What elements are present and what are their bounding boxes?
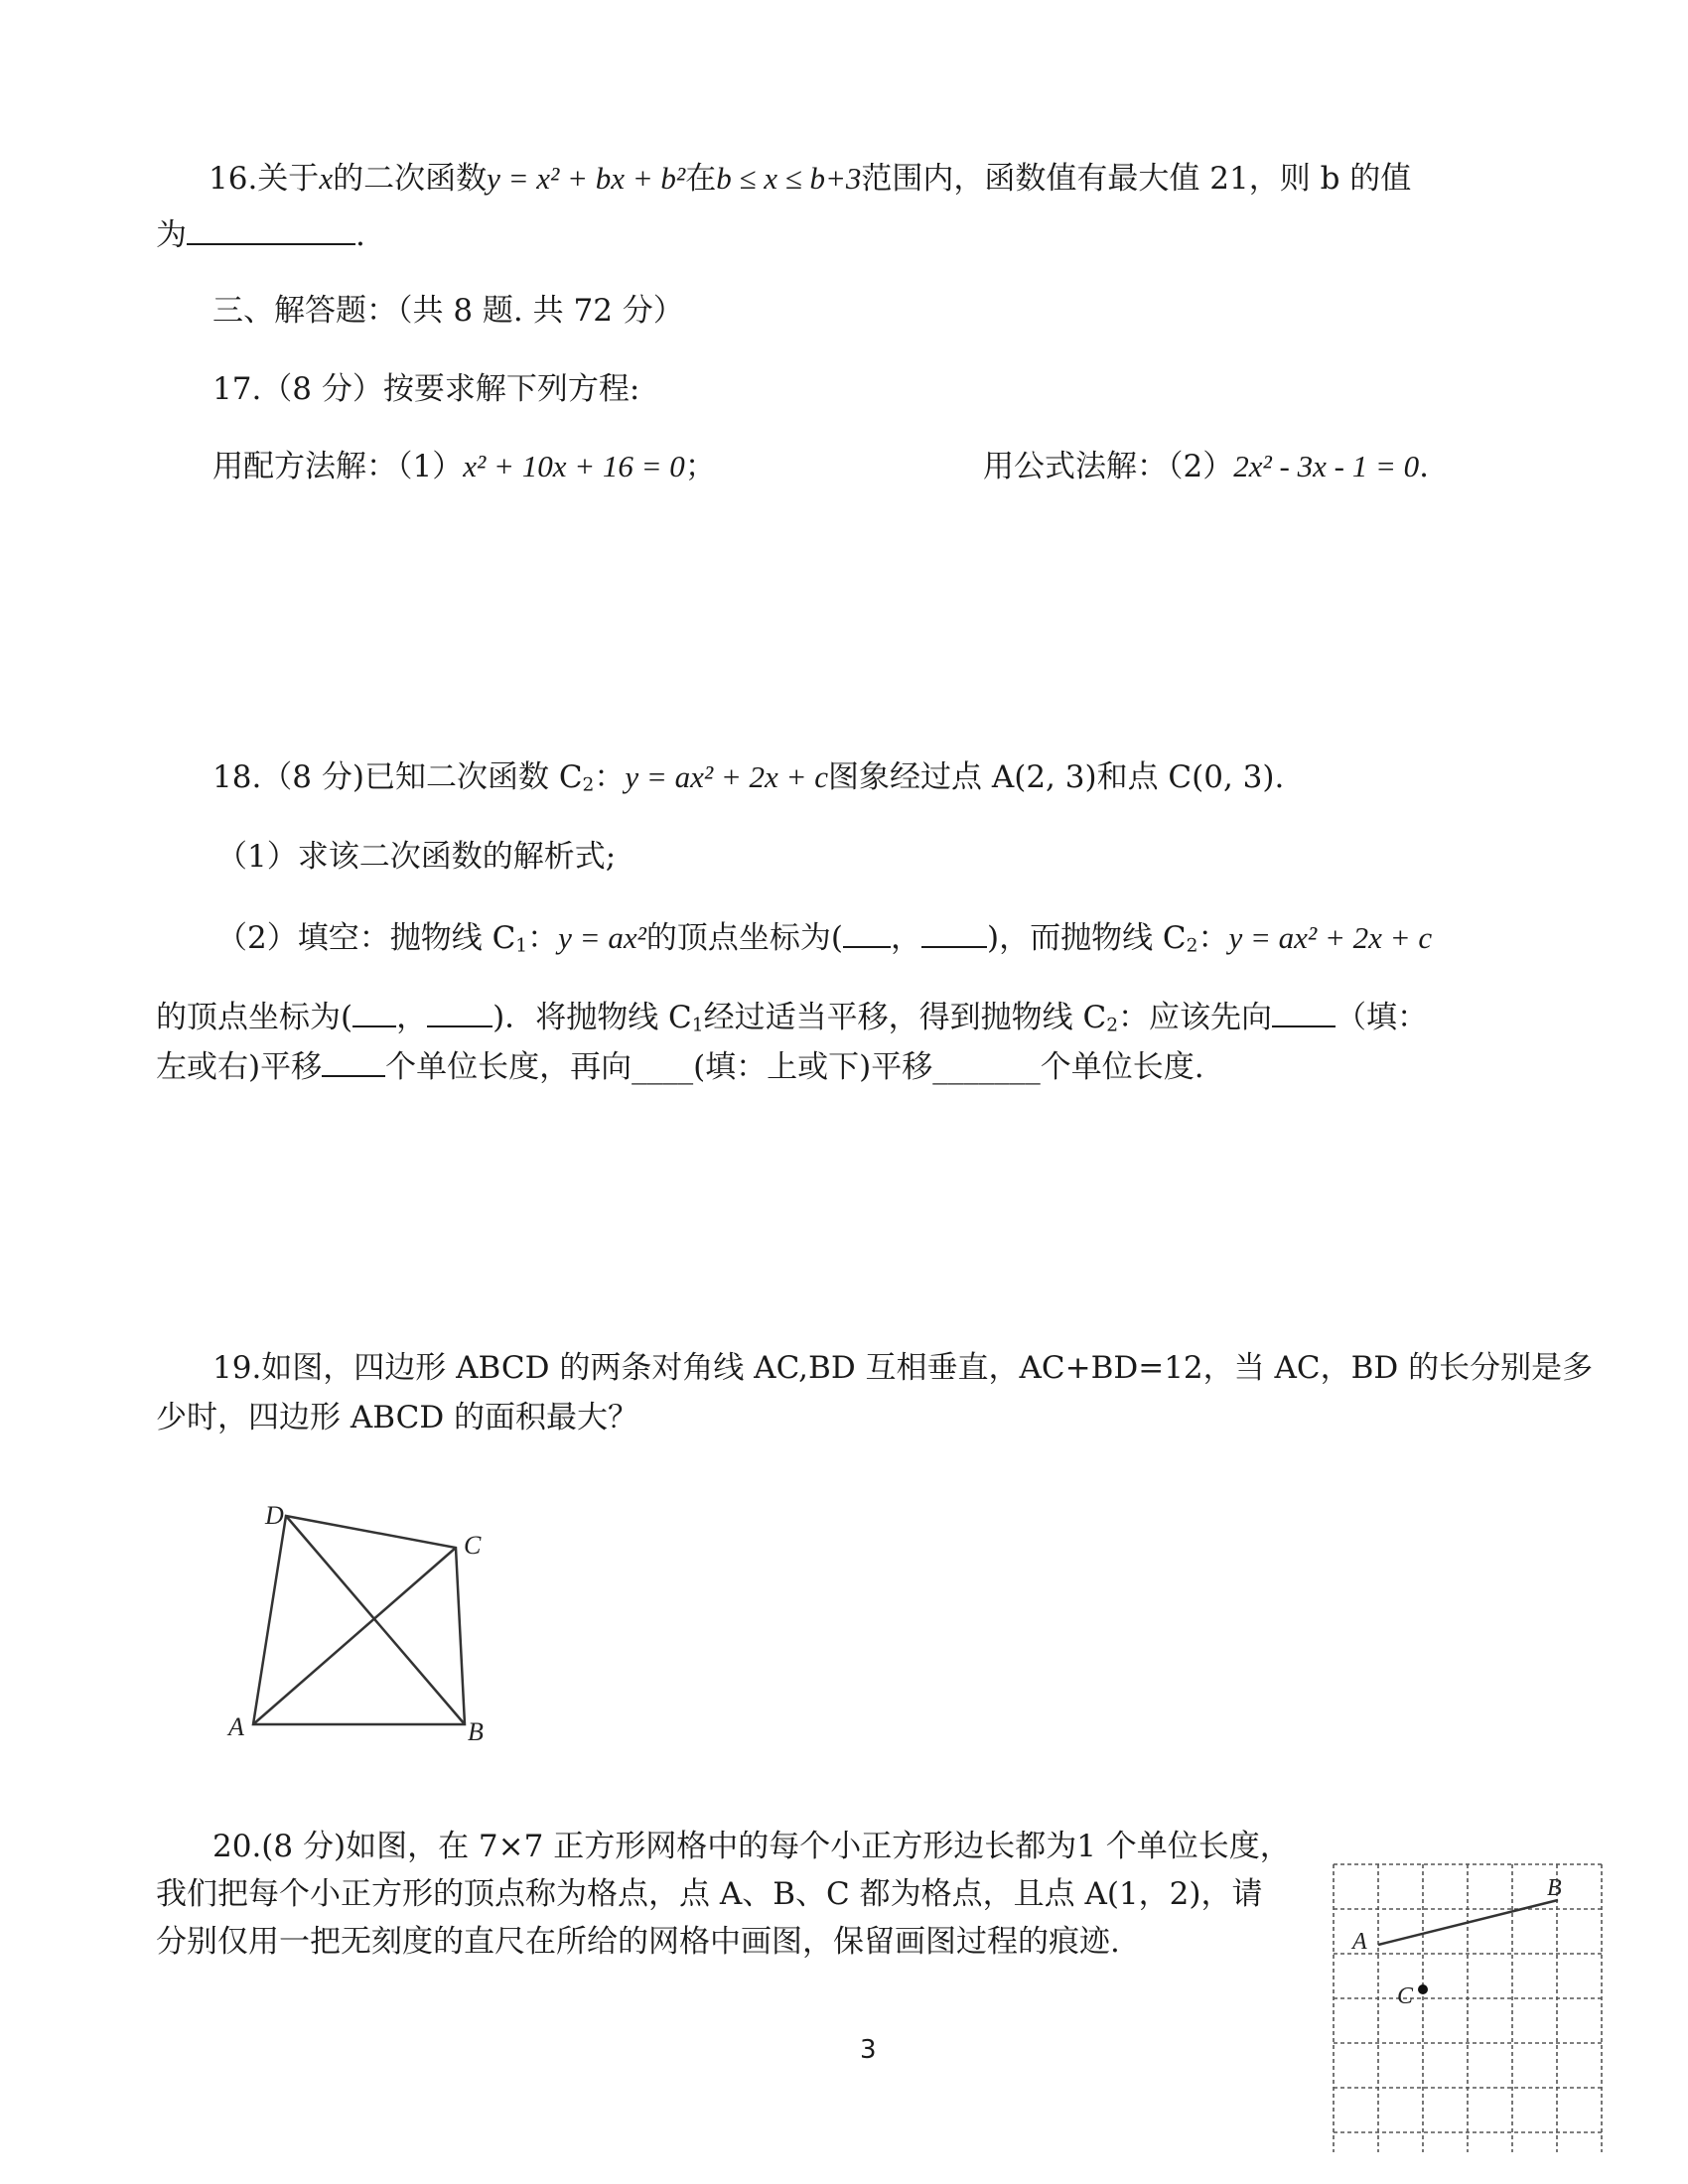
- q17-part1-label: 用配方法解：（1）: [212, 449, 464, 484]
- q17-part1-end: ；: [684, 449, 716, 484]
- q16-range: b ≤ x ≤ b+3: [716, 161, 862, 196]
- q18-line3-comma: ，: [396, 1000, 428, 1035]
- q16-prefix: 16.关于: [209, 161, 320, 197]
- q17-part1: [212, 447, 716, 486]
- quadrilateral-abcd-figure: [213, 1494, 501, 1747]
- section3-title: 三、解答题：（共 8 题. 共 72 分）: [212, 293, 684, 329]
- q18-part1: （1）求该二次函数的解析式;: [216, 839, 617, 875]
- q20-line3: 分别仅用一把无刻度的直尺在所给的网格中画图，保留画图过程的痕迹.: [156, 1924, 1120, 1960]
- q18-line3-d: ：应该先向: [1118, 1000, 1273, 1035]
- grid-7x7-figure: [1331, 1861, 1628, 2159]
- q18-line3-sub2: 2: [1106, 1015, 1119, 1036]
- q18-c1-vertex-x-blank[interactable]: [843, 916, 891, 948]
- q18-line4-a: 左或右)平移: [156, 1049, 323, 1085]
- q17-part1-equation: x² + 10x + 16 = 0: [463, 449, 685, 483]
- q18-part2: [216, 916, 1432, 958]
- q18-stem-suffix: 图象经过点 A(2, 3)和点 C(0, 3).: [827, 759, 1285, 795]
- q17-part2-equation: 2x² - 3x - 1 = 0: [1233, 449, 1420, 483]
- q16-function: y = x² + bx + b²: [487, 161, 686, 196]
- grid-label-a: A: [1352, 1929, 1367, 1955]
- q17-part2-label: 用公式法解：（2）: [983, 449, 1234, 484]
- q18-stem-prefix: 18.（8 分)已知二次函数 C: [212, 759, 583, 795]
- q18-part2-c: 的顶点坐标为(: [645, 920, 843, 956]
- grid-label-b: B: [1547, 1875, 1562, 1901]
- q16-mid1: 的二次函数: [333, 161, 488, 197]
- q18-line3-a: 的顶点坐标为(: [156, 1000, 353, 1035]
- q16-answer-blank[interactable]: [187, 213, 355, 245]
- q18-c1-vertex-y-blank[interactable]: [921, 916, 987, 948]
- q16-line1: [209, 159, 1411, 199]
- q18-part2-equation2: y = ax² + 2x + c: [1228, 920, 1433, 955]
- q19-line2: 少时，四边形 ABCD 的面积最大？: [156, 1400, 639, 1435]
- point-c-dot: [1418, 1984, 1428, 1994]
- q16-suffix: 范围内，函数值有最大值 21，则 b 的值: [861, 161, 1412, 197]
- q16-line2-end: .: [355, 217, 365, 253]
- q17-part2: [983, 447, 1429, 486]
- label-a: A: [228, 1712, 244, 1741]
- q17-stem: 17.（8 分）按要求解下列方程:: [212, 371, 640, 407]
- q18-stem-equation: y = ax² + 2x + c: [625, 759, 828, 794]
- q17-part2-end: .: [1419, 449, 1429, 484]
- diagonal-bd: [286, 1516, 465, 1724]
- q18-part2-sub1: 1: [515, 935, 528, 957]
- q18-part2-b: ：: [527, 920, 559, 956]
- q16-line2: [156, 213, 365, 255]
- grid-label-c: C: [1397, 1983, 1414, 2009]
- grid-lines: [1334, 1864, 1602, 2152]
- q20-line2: 我们把每个小正方形的顶点称为格点，点 A、B、C 都为格点，且点 A(1，2)，请: [156, 1876, 1263, 1912]
- quadrilateral-outline: [253, 1516, 465, 1724]
- q20-line1: 20.(8 分)如图，在 7×7 正方形网格中的每个小正方形边长都为1 个单位长度，: [212, 1829, 1291, 1864]
- q18-stem-colon: ：: [594, 759, 626, 795]
- q18-distance-lr-blank[interactable]: [322, 1045, 385, 1077]
- q18-part2-e: ：: [1197, 920, 1229, 956]
- q18-line4-b: 个单位长度，再向____(填：上或下)平移_______个单位长度.: [385, 1049, 1204, 1085]
- q18-stem: [212, 757, 1284, 797]
- q16-line2-prefix: 为: [156, 217, 187, 253]
- q18-part2-a: （2）填空：抛物线 C: [216, 920, 516, 956]
- diagonal-ac: [253, 1548, 456, 1724]
- q18-line3: [156, 996, 1428, 1037]
- q18-line3-sub1: 1: [691, 1015, 704, 1036]
- q18-direction-lr-blank[interactable]: [1272, 996, 1336, 1027]
- label-b: B: [468, 1717, 484, 1746]
- label-d: D: [265, 1501, 284, 1530]
- q18-line3-b: )．将抛物线 C: [492, 1000, 692, 1035]
- q18-part2-sub2: 2: [1186, 935, 1198, 957]
- q16-mid2: 在: [685, 161, 717, 197]
- q18-c2-vertex-x-blank[interactable]: [352, 996, 396, 1027]
- q18-part2-d: )，而抛物线 C: [986, 920, 1187, 956]
- q18-line4: [156, 1045, 1204, 1087]
- q18-stem-sub: 2: [582, 774, 595, 796]
- q19-line1: 19.如图，四边形 ABCD 的两条对角线 AC,BD 互相垂直，AC+BD=12，当 AC，BD 的长分别是多: [212, 1350, 1594, 1386]
- q18-part2-equation1: y = ax²: [558, 920, 646, 955]
- label-c: C: [464, 1531, 482, 1560]
- q18-line3-e: （填：: [1336, 1000, 1429, 1035]
- q18-c2-vertex-y-blank[interactable]: [427, 996, 492, 1027]
- page-number: 3: [860, 2035, 877, 2065]
- q16-var-x: x: [319, 161, 334, 196]
- q18-part2-comma: ，: [890, 920, 921, 956]
- q18-line3-c: 经过适当平移，得到抛物线 C: [703, 1000, 1107, 1035]
